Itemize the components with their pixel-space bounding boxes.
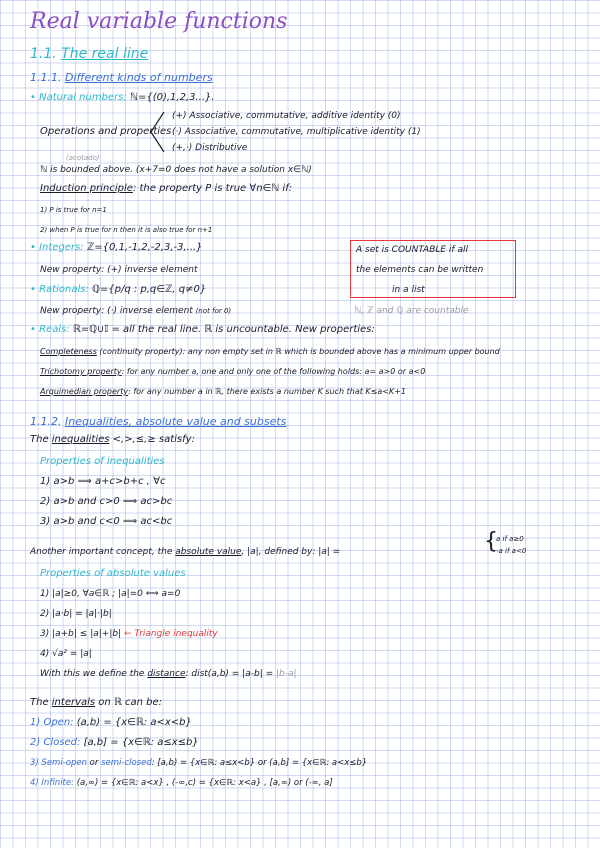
section-1-1-1-heading (30, 71, 213, 84)
section-number: 1.1.1. (30, 71, 62, 84)
bullet: • (30, 242, 36, 253)
absolute-value-term: absolute value (175, 547, 242, 557)
distance-line (40, 668, 297, 680)
integers-property: New property: (+) inverse element (40, 265, 198, 275)
interval-label: 2) Closed: (30, 737, 81, 748)
natural-definition: ℕ={(0),1,2,3...}. (129, 92, 215, 103)
induction-text: : the property P is true ∀n∈ℕ if: (132, 183, 293, 194)
rationals-property: New property: (·) inverse element (40, 306, 193, 316)
trichotomy-line (40, 366, 425, 378)
intervals-term: intervals (51, 697, 96, 708)
inequality-property: 2) a>b and c>0 ⟹ ac>bc (40, 496, 173, 507)
archimedean-label: Arquimedian property (40, 387, 129, 396)
section-number: 1.1. (30, 46, 57, 62)
archimedean-text: : for any number a in ℝ, there exists a number K such that K≤a<K+1 (128, 387, 407, 396)
box-line: A set is COUNTABLE if all (356, 245, 468, 255)
interval-open (30, 717, 192, 729)
interval-closed (30, 737, 199, 749)
intro-text: on ℝ can be: (95, 697, 163, 708)
inequality-property: 1) a>b ⟹ a+c>b+c , ∀c (40, 476, 166, 487)
piecewise-case: -a if a<0 (496, 547, 527, 555)
reals-label: Reals: (39, 324, 70, 335)
intro-text: The (30, 697, 52, 708)
archimedean-line (40, 386, 406, 398)
natural-label: Natural numbers: (39, 92, 127, 103)
box-line: in a list (392, 285, 425, 295)
induction-step: 1) P is true for n=1 (40, 206, 107, 214)
brace-icon (148, 110, 166, 154)
absolute-property-line (40, 628, 218, 640)
rationals-note: (not for 0) (195, 307, 232, 315)
bullet: • (30, 284, 36, 295)
interval-infinite (30, 777, 333, 789)
operation-item: (+,·) Distributive (172, 143, 248, 153)
absolute-property: 4) √a² = |a| (40, 649, 92, 659)
absolute-properties-title: Properties of absolute values (40, 568, 186, 579)
operations-label: Operations and properties (40, 126, 172, 137)
section-title: Different kinds of numbers (65, 71, 213, 84)
inequalities-properties-title: Properties of inequalities (40, 456, 165, 467)
intro-text: <,>,≤,≥ satisfy: (109, 434, 195, 445)
completeness-line (40, 346, 500, 358)
interval-def: : [a,b) = {x∈ℝ: a≤x<b} or (a,b] = {x∈ℝ: a<x≤b} (151, 758, 368, 768)
absolute-value-intro (30, 546, 340, 558)
absolute-property: 1) |a|≥0, ∀a∈ℝ ; |a|=0 ⟺ a=0 (40, 589, 181, 599)
distance-alt: |b-a| (273, 669, 297, 679)
interval-label: 1) Open: (30, 717, 74, 728)
inequalities-intro (30, 434, 195, 446)
inequality-property: 3) a>b and c<0 ⟹ ac<bc (40, 516, 173, 527)
integers-line (30, 242, 203, 254)
completeness-label: Completeness (40, 347, 97, 356)
inequalities-term: inequalities (51, 434, 110, 445)
induction-step: 2) when P is true for n then it is also true for n+1 (40, 226, 213, 234)
intro-text: , |a|, defined by: |a| = (241, 547, 341, 557)
induction-line (40, 183, 292, 195)
interval-label: 3) Semi-open (30, 758, 87, 768)
intervals-intro (30, 697, 162, 709)
operation-item: (+) Associative, commutative, additive identity (0) (172, 111, 401, 121)
natural-numbers-line (30, 92, 215, 104)
interval-def: (a,∞) = {x∈ℝ: a<x} , (-∞,c) = {x∈ℝ: x<a} , [a,∞) or (-∞, a] (74, 778, 333, 788)
intro-text: With this we define the (40, 669, 148, 679)
reals-definition: ℝ=ℚ∪𝕀 = all the real line. ℝ is uncountable. New properties: (72, 324, 375, 335)
operation-item: (·) Associative, commutative, multiplicative identity (1) (172, 127, 421, 137)
trichotomy-label: Trichotomy property (40, 367, 122, 376)
section-number: 1.1.2. (30, 415, 62, 428)
intro-text: The (30, 434, 52, 445)
bullet: • (30, 324, 36, 335)
distance-formula: : dist(a,b) = |a-b| = (185, 669, 274, 679)
section-1-1-2-heading (30, 415, 286, 428)
rationals-label: Rationals: (39, 284, 89, 295)
induction-label: Induction principle (40, 183, 133, 194)
rationals-property-line (40, 305, 231, 317)
trichotomy-text: : for any number a, one and only one of the following holds: a= a>0 or a<0 (121, 367, 426, 376)
completeness-text: (continuity property): any non empty set in ℝ which is bounded above has a minimum upper bound (96, 347, 500, 356)
integers-definition: ℤ={0,1,-1,2,-2,3,-3,...} (86, 242, 203, 253)
integers-label: Integers: (39, 242, 84, 253)
interval-def: (a,b) = {x∈ℝ: a<x<b} (73, 717, 192, 728)
bounded-text: ℕ is bounded above. (x+7=0 does not have a solution x∈ℕ) (40, 165, 312, 175)
reals-line (30, 324, 375, 336)
absolute-property: 2) |a·b| = |a|·|b| (40, 609, 112, 619)
bounded-note: (acotado) (66, 154, 100, 162)
interval-def: [a,b] = {x∈ℝ: a≤x≤b} (80, 737, 199, 748)
interval-label: 4) Infinite: (30, 778, 74, 788)
interval-semi (30, 757, 367, 769)
box-line: the elements can be written (356, 265, 484, 275)
distance-term: distance (147, 669, 186, 679)
brace-icon: { (484, 529, 498, 554)
triangle-inequality-note: ← Triangle inequality (123, 629, 218, 639)
section-title: The real line (61, 46, 149, 62)
section-1-1-heading (30, 46, 148, 62)
section-title: Inequalities, absolute value and subsets (65, 415, 287, 428)
absolute-property: 3) |a+b| ≤ |a|+|b| (40, 629, 122, 639)
rationals-line (30, 284, 206, 296)
page-title: Real variable functions (30, 9, 288, 34)
bullet: • (30, 92, 36, 103)
piecewise-case: a if a≥0 (496, 535, 524, 543)
intro-text: Another important concept, the (30, 547, 176, 557)
countable-note: ℕ, ℤ and ℚ are countable (354, 306, 469, 316)
interval-label: semi-closed (101, 758, 152, 768)
interval-or: or (86, 758, 102, 768)
rationals-definition: ℚ={p/q : p,q∈ℤ, q≠0} (92, 284, 207, 295)
